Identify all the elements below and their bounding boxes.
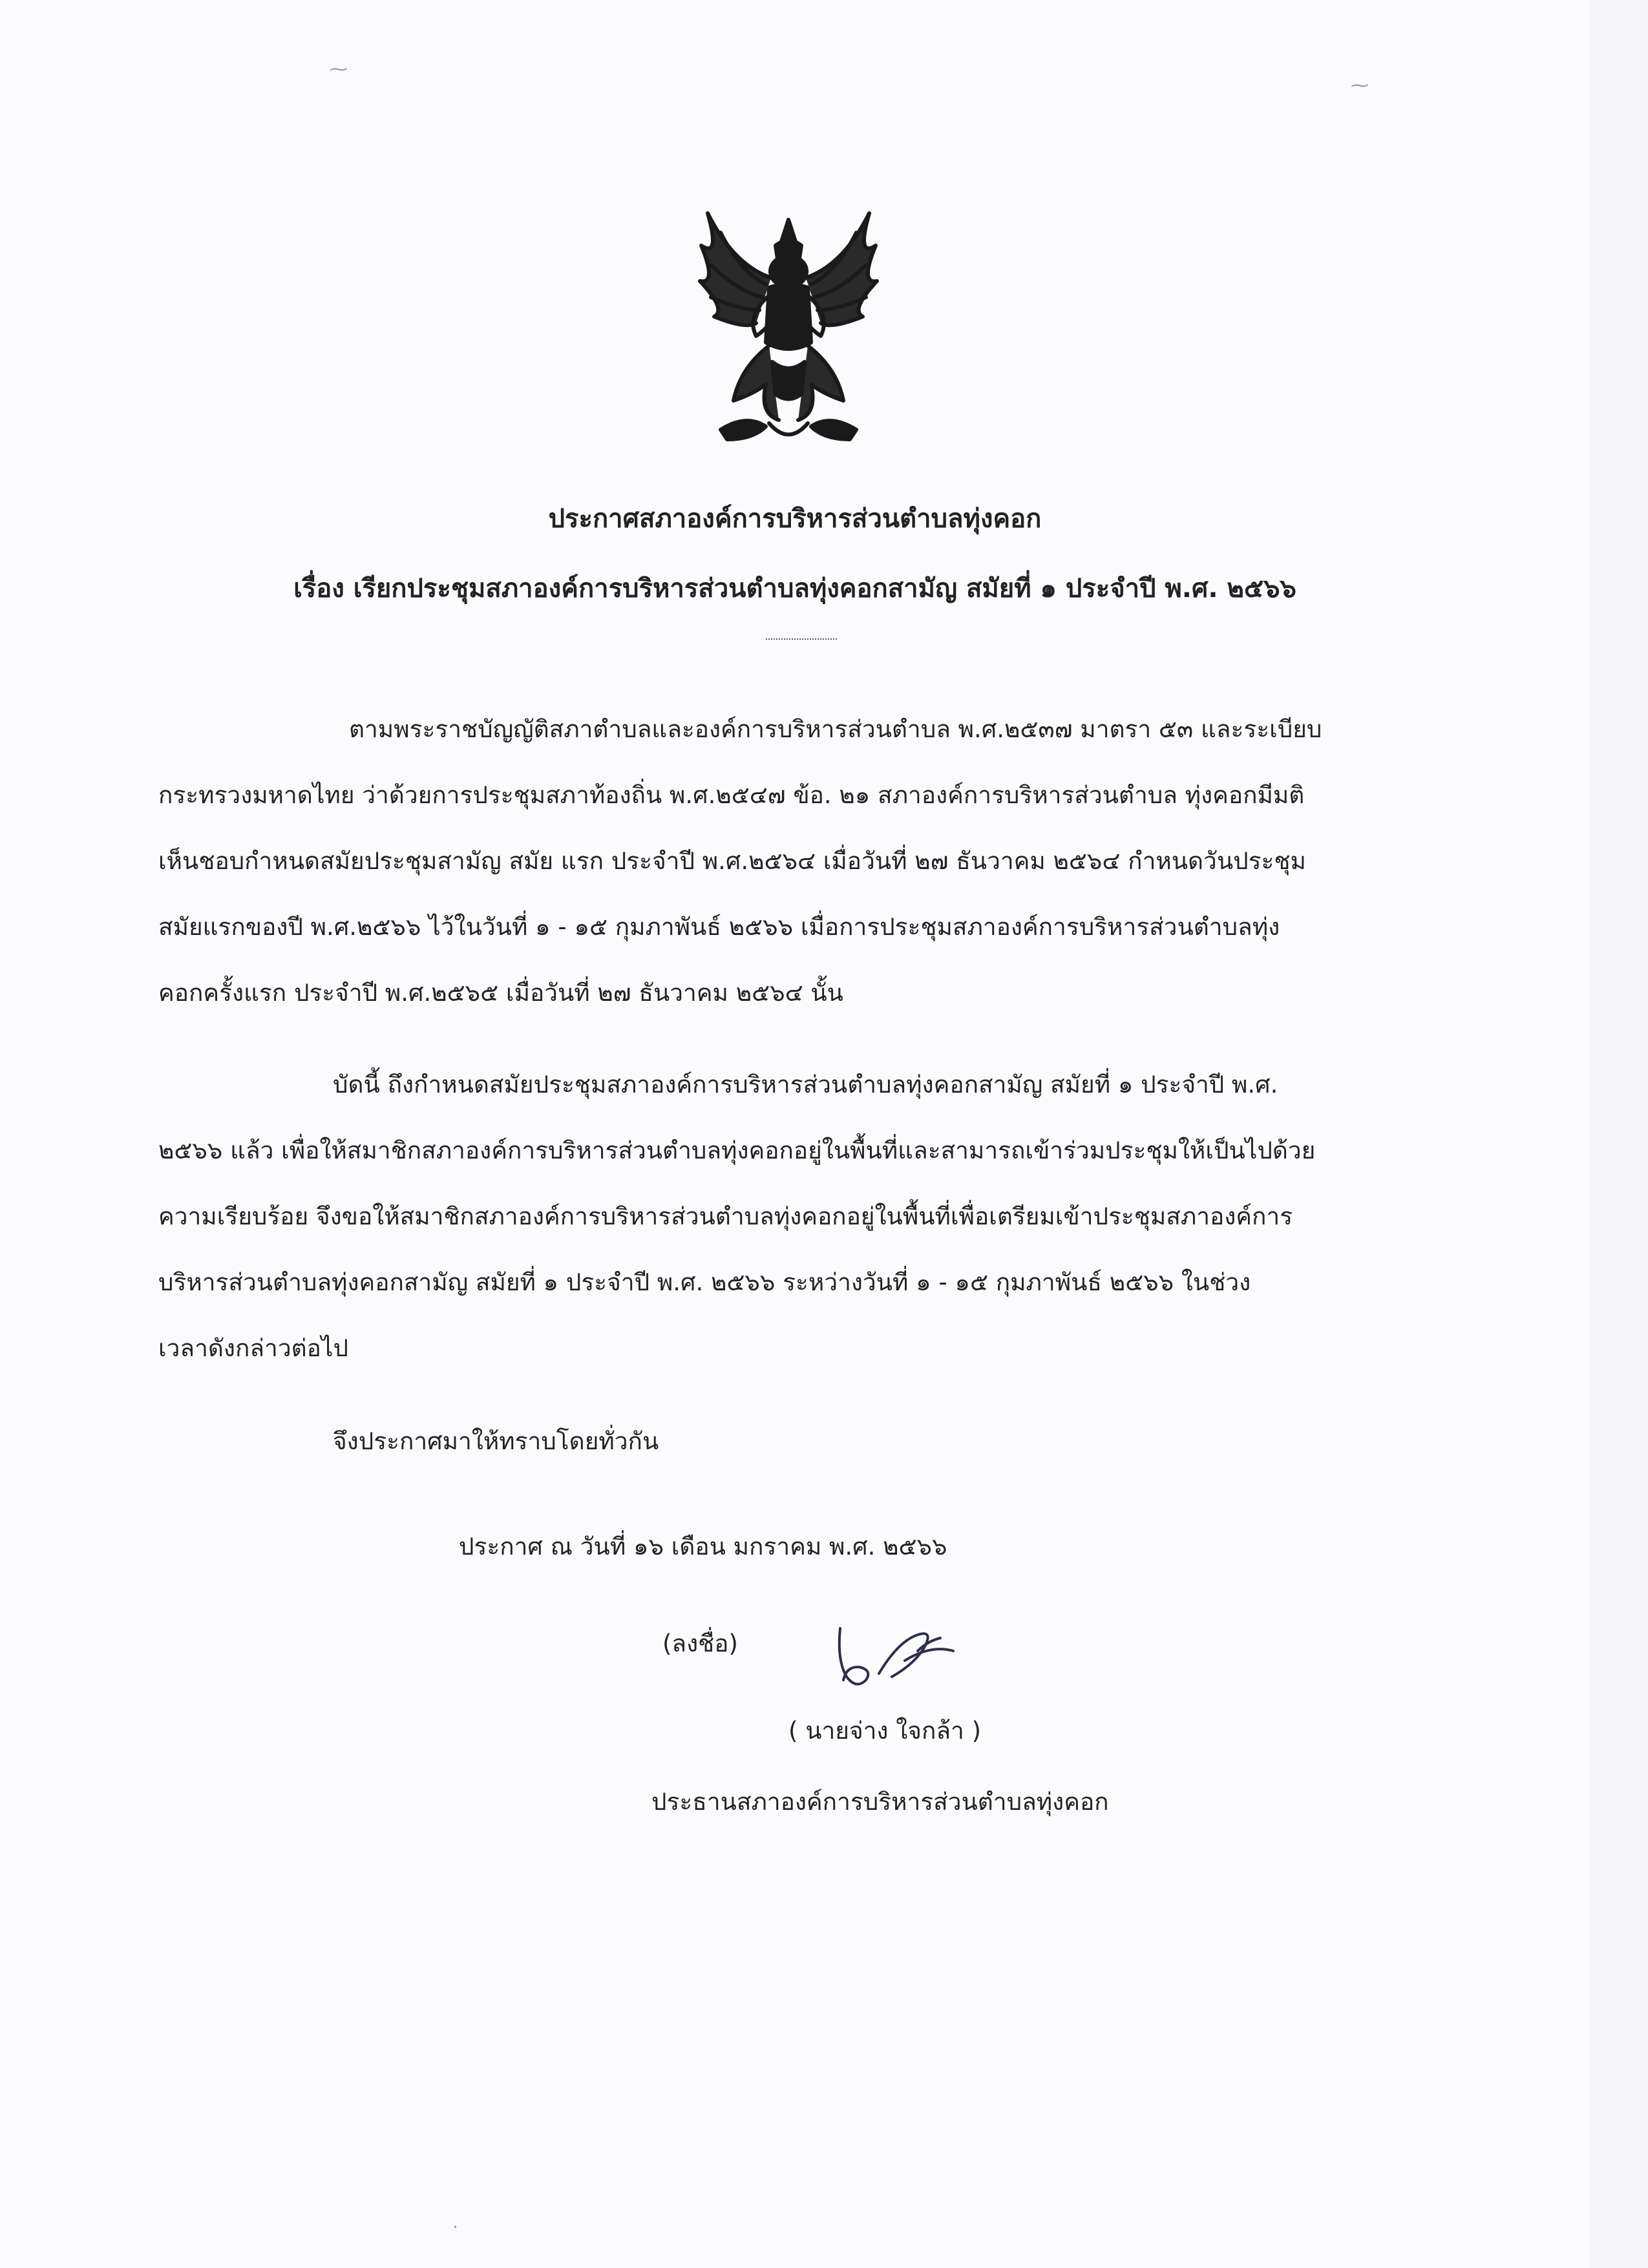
signed-label: (ลงชื่อ) [662, 1630, 738, 1657]
paragraph-2-line: ๒๕๖๖ แล้ว เพื่อให้สมาชิกสภาองค์การบริหารส่วนตำบลทุ่งคอกอยู่ในพื้นที่และสามารถเข้าร่วมประชุมให้เป็นไปด้วย [158, 1137, 1316, 1164]
announcement-date: ประกาศ ณ วันที่ ๑๖ เดือน มกราคม พ.ศ. ๒๕๖๖ [459, 1533, 947, 1560]
announcement-subject: เรื่อง เรียกประชุมสภาองค์การบริหารส่วนตำบลทุ่งคอกสามัญ สมัยที่ ๑ ประจำปี พ.ศ. ๒๕๖๖ [293, 574, 1296, 604]
paragraph-2-line: บัดนี้ ถึงกำหนดสมัยประชุมสภาองค์การบริหารส่วนตำบลทุ่งคอกสามัญ สมัยที่ ๑ ประจำปี พ.ศ. [333, 1071, 1278, 1098]
paragraph-1-line: เห็นชอบกำหนดสมัยประชุมสามัญ สมัย แรก ประจำปี พ.ศ.๒๕๖๔ เมื่อวันที่ ๒๗ ธันวาคม ๒๕๖๔ กำหนดวันประชุม [158, 847, 1306, 875]
header-divider [766, 638, 837, 640]
paragraph-1-line: ตามพระราชบัญญัติสภาตำบลและองค์การบริหารส่วนตำบล พ.ศ.๒๕๓๗ มาตรา ๕๓ และระเบียบ [349, 715, 1322, 743]
paragraph-2-line: บริหารส่วนตำบลทุ่งคอกสามัญ สมัยที่ ๑ ประจำปี พ.ศ. ๒๕๖๖ ระหว่างวันที่ ๑ - ๑๕ กุมภาพันธ์ ๒๕๖๖ ในช่วง [158, 1268, 1251, 1296]
scan-mark: · [452, 2216, 458, 2238]
paragraph-1-line: สมัยแรกของปี พ.ศ.๒๕๖๖ ไว้ในวันที่ ๑ - ๑๕ กุมภาพันธ์ ๒๕๖๖ เมื่อการประชุมสภาองค์การบริหารส่วนตำบลทุ่ง [158, 913, 1280, 941]
paragraph-2-line: ความเรียบร้อย จึงขอให้สมาชิกสภาองค์การบริหารส่วนตำบลทุ่งคอกอยู่ในพื้นที่เพื่อเตรียมเข้าประชุมสภาองค์การ [158, 1202, 1293, 1230]
closing-statement: จึงประกาศมาให้ทราบโดยทั่วกัน [333, 1427, 659, 1455]
signer-position: ประธานสภาองค์การบริหารส่วนตำบลทุ่งคอก [651, 1788, 1109, 1816]
paragraph-1-line: คอกครั้งแรก ประจำปี พ.ศ.๒๕๖๕ เมื่อวันที่ ๒๗ ธันวาคม ๒๕๖๔ นั้น [158, 979, 843, 1007]
announcement-title: ประกาศสภาองค์การบริหารส่วนตำบลทุ่งคอก [548, 504, 1042, 534]
paragraph-2-line: เวลาดังกล่าวต่อไป [158, 1334, 348, 1362]
scan-mark: ⁓ [1351, 74, 1369, 96]
scan-mark: ⁓ [330, 58, 348, 79]
paragraph-1-line: กระทรวงมหาดไทย ว่าด้วยการประชุมสภาท้องถิ่น พ.ศ.๒๕๔๗ ข้อ. ๒๑ สภาองค์การบริหารส่วนตำบล ทุ่งคอกมีมติ [158, 781, 1305, 809]
signature-icon [821, 1615, 969, 1706]
signer-name: ( นายจ่าง ใจกล้า ) [788, 1717, 982, 1745]
garuda-emblem-icon [695, 207, 882, 452]
